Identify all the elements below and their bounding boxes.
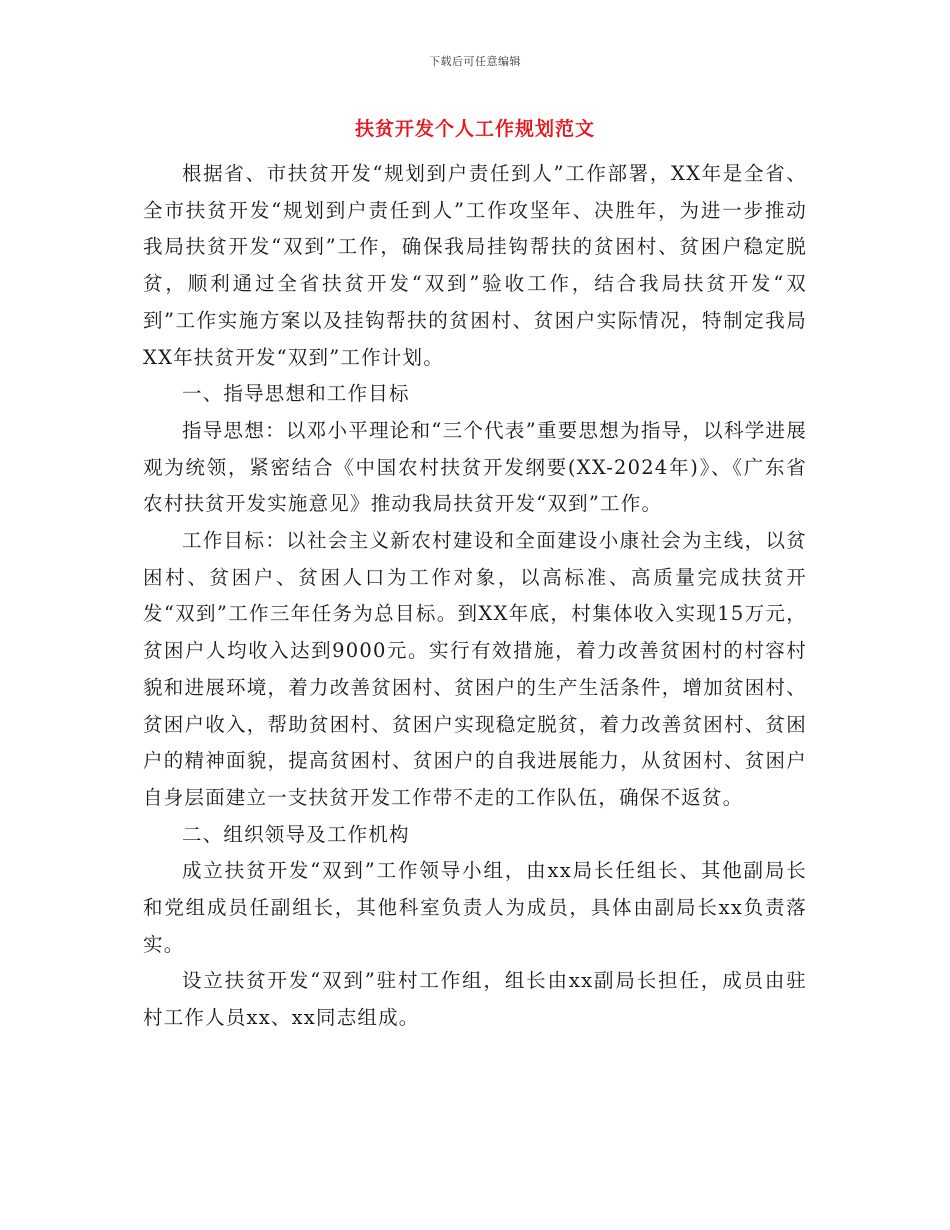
document-title: 扶贫开发个人工作规划范文 bbox=[354, 118, 595, 140]
paragraph-leading-group: 成立扶贫开发“双到”工作领导小组，由xx局长任组长、其他副局长和党组成员任副组长，其他科室负责人为成员，具体由副局长xx负责落实。 bbox=[143, 859, 807, 956]
paragraph-guiding-thought: 指导思想：以邓小平理论和“三个代表”重要思想为指导，以科学进展观为统领，紧密结合《中国农村扶贫开发纲要(XX-2024年)》、《广东省农村扶贫开发实施意见》推动我局扶贫开发“双到”工作。 bbox=[143, 418, 807, 516]
paragraph-work-goal: 工作目标：以社会主义新农村建设和全面建设小康社会为主线，以贫困村、贫困户、贫困人口为工作对象，以高标准、高质量完成扶贫开发“双到”工作三年任务为总目标。到XX年底，村集体收入实现15万元，贫困户人均收入达到9000元。实行有效措施，着力改善贫困村的村容村貌和进展环境，着力改善贫困村、贫困户的生产生活条件，增加贫困村、贫困户收入，帮助贫困村、贫困户实现稳定脱贫，着力改善贫困村、贫困户的精神面貌，提高贫困村、贫困户的自我进展能力，从贫困村、贫困户自身层面建立一支扶贫开发工作带不走的工作队伍，确保不返贫。 bbox=[143, 529, 807, 809]
header-note: 下载后可任意编辑 bbox=[429, 55, 521, 68]
section-heading-1: 一、指导思想和工作目标 bbox=[182, 382, 410, 406]
paragraph-village-team: 设立扶贫开发“双到”驻村工作组，组长由xx副局长担任，成员由驻村工作人员xx、xx同志组成。 bbox=[143, 969, 807, 1030]
section-heading-2: 二、组织领导及工作机构 bbox=[182, 822, 410, 846]
paragraph-intro: 根据省、市扶贫开发“规划到户责任到人”工作部署，XX年是全省、全市扶贫开发“规划到户责任到人”工作攻坚年、决胜年，为进一步推动我局扶贫开发“双到”工作，确保我局挂钩帮扶的贫困村、贫困户稳定脱贫，顺利通过全省扶贫开发“双到”验收工作，结合我局扶贫开发“双到”工作实施方案以及挂钩帮扶的贫困村、贫困户实际情况，特制定我局XX年扶贫开发“双到”工作计划。 bbox=[143, 162, 807, 369]
document-body bbox=[143, 156, 807, 1037]
